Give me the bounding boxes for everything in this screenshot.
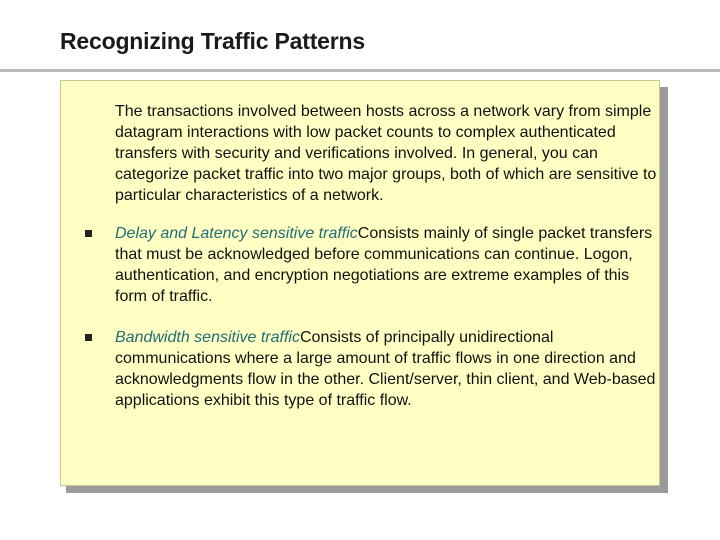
bullet-term: Delay and Latency sensitive traffic <box>115 225 358 242</box>
title-divider <box>0 69 720 72</box>
bullet-text: Consists mainly of single packet transfers that must be acknowledged before communications can continue. Logon, authentication, and encryption negotiations are extreme examples of this form of traffic. <box>115 225 653 305</box>
square-bullet-icon <box>85 334 92 341</box>
intro-paragraph: The transactions involved between hosts across a network vary from simple datagram interactions with low packet counts to complex authenticated transfers with security and verifications involved. In general, you can categorize packet traffic into two major groups, both of which are sensitive to particular characteristics of a network. <box>115 103 657 204</box>
slide-title: Recognizing Traffic Patterns <box>60 28 365 54</box>
bullet-item <box>115 327 661 411</box>
bullet-term: Bandwidth sensitive traffic <box>115 329 300 346</box>
panel-content <box>115 101 661 431</box>
content-panel <box>60 80 660 486</box>
bullet-text: Consists of principally unidirectional communications where a large amount of traffic flows in one direction and acknowledgments flow in the other. Client/server, thin client, and Web-based applications exhibit this type of traffic flow. <box>115 329 656 409</box>
bullet-item <box>115 223 661 307</box>
square-bullet-icon <box>85 230 92 237</box>
